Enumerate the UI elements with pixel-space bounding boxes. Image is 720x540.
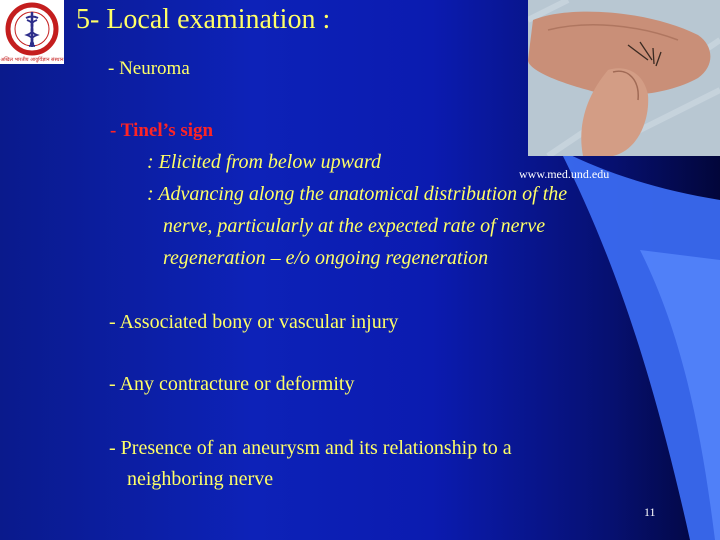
item-neuroma: - Neuroma	[108, 58, 190, 79]
item-contracture: - Any contracture or deformity	[109, 373, 355, 395]
item-aneurysm-line-1: - Presence of an aneurysm and its relationship to a	[109, 437, 512, 459]
logo-text: अखिल भारतीय आयुर्विज्ञान संस्थान	[0, 57, 64, 63]
item-advancing-line-1: : Advancing along the anatomical distribution of the	[147, 183, 568, 205]
aiims-logo	[0, 0, 64, 64]
image-credit: www.med.und.edu	[519, 167, 610, 181]
item-tinel-sign: - Tinel’s sign	[110, 120, 214, 141]
page-number: 11	[644, 505, 656, 519]
item-advancing-line-3: regeneration – e/o ongoing regeneration	[163, 247, 489, 269]
slide-title: 5- Local examination :	[76, 4, 331, 35]
hand-tinel-test-photo	[528, 0, 720, 156]
item-associated-injury: - Associated bony or vascular injury	[109, 311, 399, 333]
item-elicited: : Elicited from below upward	[147, 151, 382, 173]
item-advancing-line-2: nerve, particularly at the expected rate of nerve	[163, 215, 546, 237]
item-aneurysm-line-2: neighboring nerve	[127, 468, 274, 490]
